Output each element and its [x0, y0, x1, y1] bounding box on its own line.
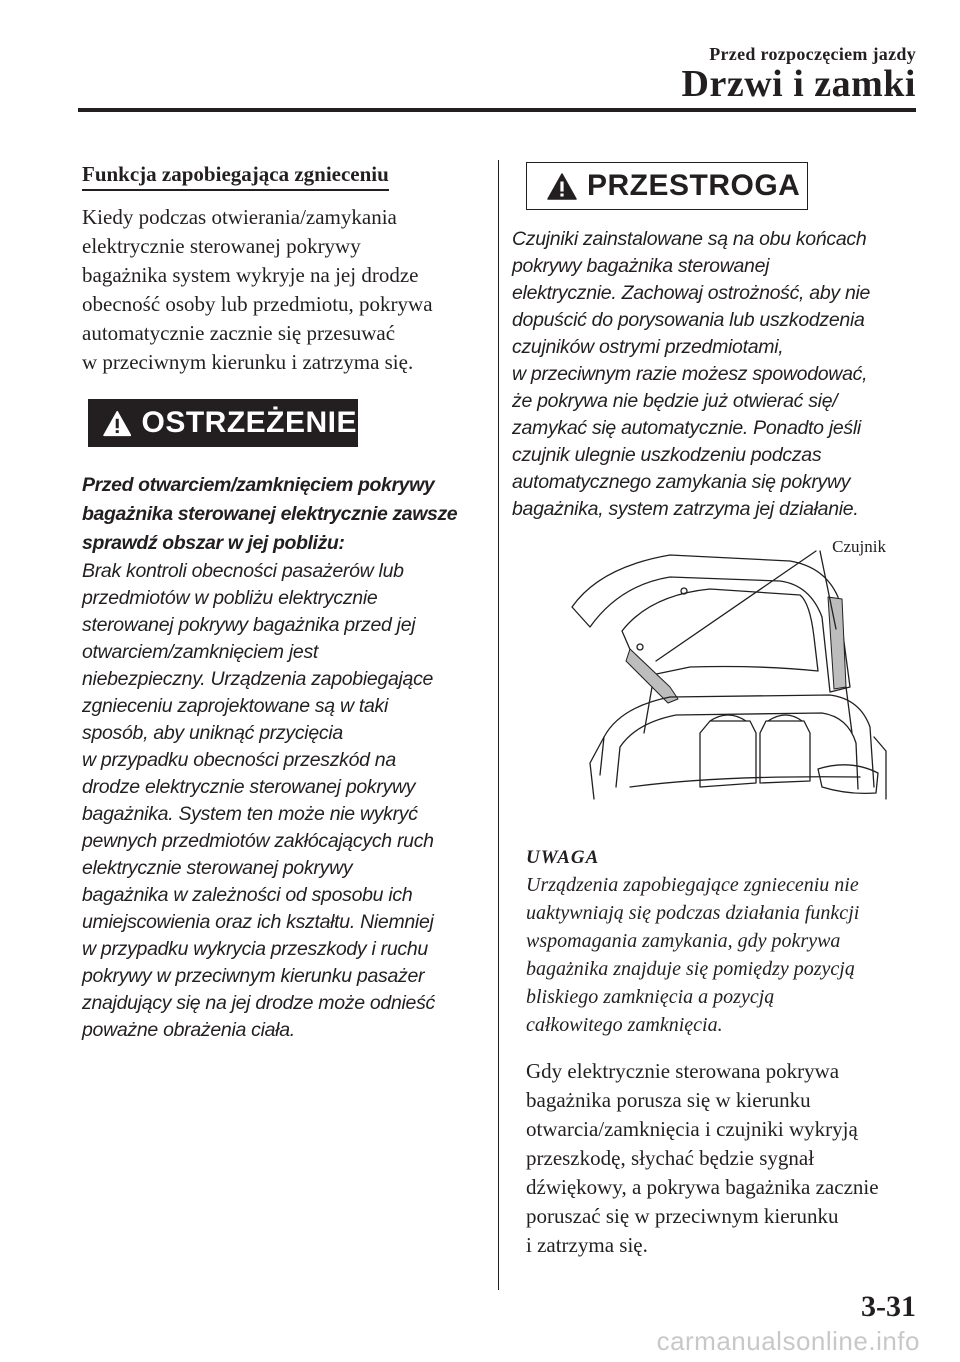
tailgate-illustration — [560, 537, 890, 807]
note-heading: UWAGA — [526, 847, 600, 868]
warning-icon — [103, 410, 131, 437]
watermark: carmanualsonline.info — [656, 1326, 920, 1356]
header-rule — [78, 108, 916, 112]
intro-paragraph: Kiedy podczas otwierania/zamykania elektrycznie sterowanej pokrywy bagażnika system wykryje na jej drodze obecność osoby lub przedmiotu, pokrywa automatycznie zacznie się przesuwać w przeciwnym kierunku i zatrzyma się. — [82, 205, 433, 374]
right-column — [512, 162, 912, 1260]
warning-label — [88, 399, 358, 447]
caution-icon — [547, 173, 577, 200]
subheading: Funkcja zapobiegająca zgnieceniu — [82, 162, 389, 191]
warning-label-text: OSTRZEŻENIE — [141, 406, 357, 439]
page-number: 3-31 — [861, 1290, 916, 1323]
warning-text: Brak kontroli obecności pasażerów lub przedmiotów w pobliżu elektrycznie sterowanej pokrywy bagażnika przed jej otwarciem/zamknięciem jest niebezpieczny. Urządzenia zapobiegające zgnieceniu zaprojektowane są w taki sposób, aby uniknąć przycięcia w przypadku obecności przeszkód na drodze elektrycznie sterowanej pokrywy bagażnika. System ten może nie wykryć pewnych przedmiotów zakłócających ruch elektrycznie sterowanej pokrywy bagażnika w zależności od sposobu ich umiejscowienia oraz ich kształtu. Niemniej w przypadku wykrycia przeszkody i ruchu pokrywy w przeciwnym kierunku pasażer znajdujący się na jej drodze może odnieść poważne obrażenia ciała. — [82, 560, 435, 1041]
chapter-title: Przed rozpoczęciem jazdy — [709, 44, 916, 64]
caution-label-text: PRZESTROGA — [587, 169, 801, 202]
tailgate-figure — [560, 537, 890, 807]
body-paragraph: Gdy elektrycznie sterowana pokrywa bagażnika porusza się w kierunku otwarcia/zamknięcia i czujniki wykryją przeszkodę, słychać będzie sygnał dźwiękowy, a pokrywa bagażnika zacznie poruszać się w przeciwnym kierunku i zatrzyma się. — [526, 1059, 879, 1257]
caution-label — [526, 162, 808, 210]
sensor-label: Czujnik — [832, 537, 886, 556]
section-title: Drzwi i zamki — [681, 63, 916, 105]
caution-text: Czujniki zainstalowane są na obu końcach pokrywy bagażnika sterowanej elektrycznie. Zachowaj ostrożność, aby nie dopuścić do porysowania lub uszkodzenia czujników ostrymi przedmiotami, w przeciwnym razie możesz spowodować, że pokrywa nie będzie już otwierać się/ zamykać się automatycznie. Ponadto jeśli czujnik ulegnie uszkodzeniu podczas automatycznego zamykania się pokrywy bagażnika, system zatrzyma jej działanie. — [512, 228, 871, 520]
note-text: Urządzenia zapobiegające zgnieceniu nie uaktywniają się podczas działania funkcji wspomagania zamykania, gdy pokrywa bagażnika znajduje się pomiędzy pozycją bliskiego zamknięcia a pozycją całkowitego zamknięcia. — [526, 874, 860, 1036]
left-column — [82, 162, 472, 1044]
warning-heading: Przed otwarciem/zamknięciem pokrywy bagażnika sterowanej elektrycznie zawsze sprawdź obszar w jej pobliżu: — [82, 474, 458, 554]
column-divider — [498, 160, 499, 1290]
note-block — [526, 847, 912, 1039]
